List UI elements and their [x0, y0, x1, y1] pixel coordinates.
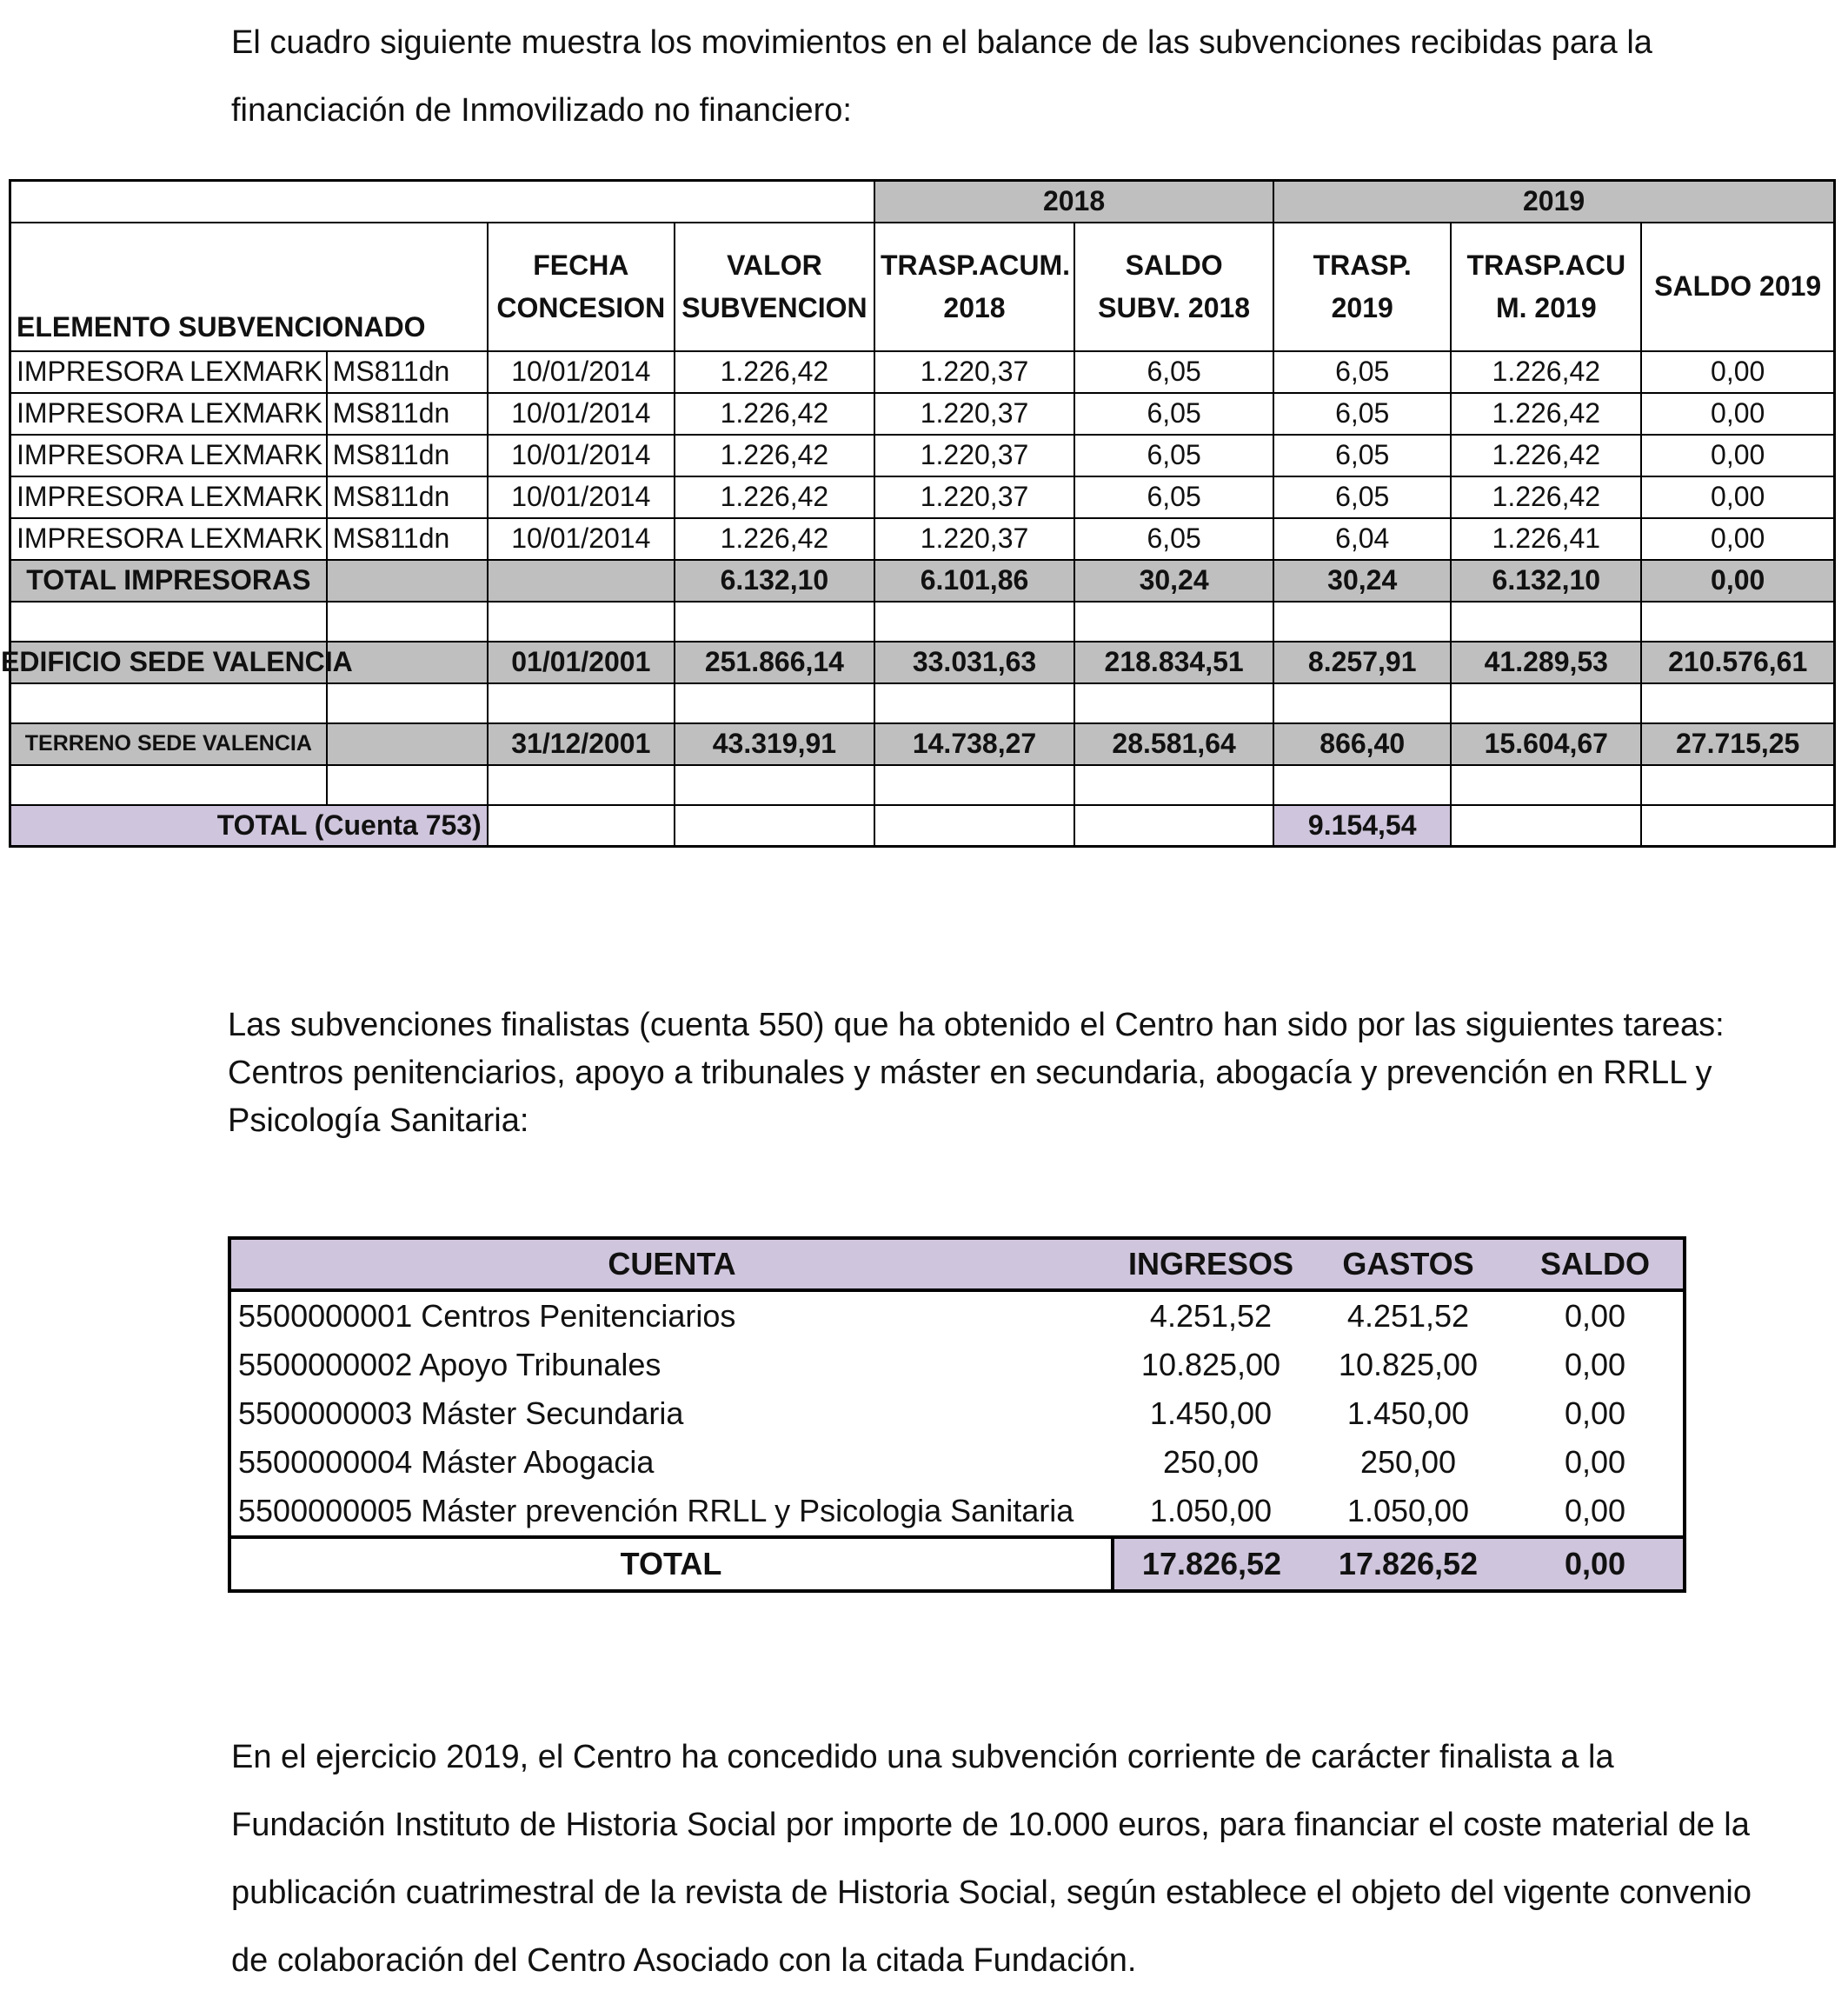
- ingresos-cell: 250,00: [1162, 1444, 1260, 1480]
- saldo-2019-cell: 0,00: [1641, 435, 1834, 476]
- cuenta-cell: 5500000001 Centros Penitenciarios: [238, 1298, 736, 1334]
- saldo-2018-cell: 30,24: [1074, 560, 1273, 602]
- edificio-row: [10, 642, 1835, 683]
- fecha-cell: 10/01/2014: [488, 351, 675, 393]
- trasp-acum-2018-cell: 14.738,27: [874, 723, 1074, 765]
- saldo-2018-cell: 6,05: [1074, 435, 1273, 476]
- cuenta-cell: 5500000003 Máster Secundaria: [238, 1395, 684, 1431]
- terreno-row: [10, 723, 1835, 765]
- saldo-cell: 0,00: [1564, 1395, 1626, 1431]
- header-gastos: GASTOS: [1309, 1238, 1507, 1290]
- valor-cell: 1.226,42: [675, 435, 874, 476]
- saldo-cell: 0,00: [1564, 1493, 1626, 1528]
- saldo-2019-cell: 0,00: [1641, 351, 1834, 393]
- total-gastos: 17.826,52: [1309, 1537, 1507, 1591]
- modelo-cell: MS811dn: [327, 518, 488, 560]
- saldo-2019-cell: 0,00: [1641, 518, 1834, 560]
- column-header-row: [10, 223, 1835, 351]
- year-header-row: [10, 181, 1835, 223]
- trasp-acum-2019-cell: 15.604,67: [1451, 723, 1641, 765]
- fecha-cell: 01/01/2001: [488, 642, 675, 683]
- table-row: [10, 476, 1835, 518]
- year-2018-header: 2018: [874, 181, 1273, 223]
- trasp-2019-cell: 6,05: [1273, 393, 1451, 435]
- edificio-label: EDIFICIO SEDE VALENCIA: [10, 642, 327, 683]
- blank-cell: [327, 560, 488, 602]
- trasp-2019-cell: 6,05: [1273, 435, 1451, 476]
- gastos-cell: 4.251,52: [1346, 1298, 1470, 1334]
- modelo-cell: MS811dn: [327, 476, 488, 518]
- header-fecha: FECHA CONCESION: [488, 223, 675, 351]
- spacer-row: [10, 683, 1835, 723]
- trasp-acum-2019-cell: 1.226,42: [1451, 435, 1641, 476]
- total-label: TOTAL: [229, 1537, 1113, 1591]
- fecha-cell: 31/12/2001: [488, 723, 675, 765]
- valor-cell: 1.226,42: [675, 518, 874, 560]
- gastos-cell: 1.450,00: [1346, 1395, 1470, 1431]
- trasp-2019-cell: 866,40: [1273, 723, 1451, 765]
- trasp-acum-2019-cell: 1.226,42: [1451, 476, 1641, 518]
- saldo-2019-cell: 0,00: [1641, 476, 1834, 518]
- header-row: [229, 1238, 1685, 1290]
- header-trasp-acum-2018: TRASP.ACUM. 2018: [874, 223, 1074, 351]
- trasp-2019-cell: 8.257,91: [1273, 642, 1451, 683]
- saldo-2019-cell: 0,00: [1641, 560, 1834, 602]
- year-2019-header: 2019: [1273, 181, 1834, 223]
- ingresos-cell: 10.825,00: [1140, 1347, 1281, 1382]
- trasp-acum-2019-cell: 6.132,10: [1451, 560, 1641, 602]
- valor-cell: 1.226,42: [675, 351, 874, 393]
- trasp-2019-cell: 6,04: [1273, 518, 1451, 560]
- trasp-2019-cell: 30,24: [1273, 560, 1451, 602]
- ingresos-cell: 1.050,00: [1149, 1493, 1273, 1528]
- modelo-cell: MS811dn: [327, 393, 488, 435]
- total-cuenta-row: [10, 805, 1835, 847]
- blank-cell: [327, 723, 488, 765]
- header-cuenta: CUENTA: [229, 1238, 1113, 1290]
- trasp-acum-2018-cell: 1.220,37: [874, 476, 1074, 518]
- finalistas-paragraph: Las subvenciones finalistas (cuenta 550) que ha obtenido el Centro han sido por las siguientes tareas: Centros penitenciarios, apoyo a tribunales y máster en secundaria, abogacía y prevención en RRLL y Psicología Sanitaria:: [228, 1007, 1725, 1139]
- saldo-2019-cell: 210.576,61: [1641, 642, 1834, 683]
- trasp-acum-2018-cell: 1.220,37: [874, 435, 1074, 476]
- elemento-cell: IMPRESORA LEXMARK: [10, 351, 327, 393]
- trasp-2019-cell: 6,05: [1273, 476, 1451, 518]
- trasp-acum-2018-cell: 33.031,63: [874, 642, 1074, 683]
- fecha-cell: 10/01/2014: [488, 435, 675, 476]
- gastos-cell: 10.825,00: [1338, 1347, 1479, 1382]
- trasp-acum-2019-cell: 1.226,42: [1451, 351, 1641, 393]
- total-row: [229, 1537, 1685, 1591]
- header-saldo-subv-2018: SALDO SUBV. 2018: [1074, 223, 1273, 351]
- elemento-cell: IMPRESORA LEXMARK: [10, 476, 327, 518]
- blank-cell: [488, 560, 675, 602]
- valor-cell: 1.226,42: [675, 476, 874, 518]
- subvenciones-finalistas-table: [228, 1236, 1686, 1593]
- total-ingresos: 17.826,52: [1113, 1537, 1309, 1591]
- trasp-acum-2018-cell: 1.220,37: [874, 351, 1074, 393]
- total-impresoras-row: [10, 560, 1835, 602]
- subvenciones-inmovilizado-table: [1, 179, 1836, 848]
- valor-cell: 1.226,42: [675, 393, 874, 435]
- total-saldo: 0,00: [1507, 1537, 1685, 1591]
- fecha-cell: 10/01/2014: [488, 476, 675, 518]
- spacer-row: [10, 602, 1835, 642]
- header-trasp-2019: TRASP. 2019: [1273, 223, 1451, 351]
- elemento-cell: IMPRESORA LEXMARK: [10, 435, 327, 476]
- total-impresoras-label: TOTAL IMPRESORAS: [10, 560, 327, 602]
- modelo-cell: MS811dn: [327, 351, 488, 393]
- terreno-label: TERRENO SEDE VALENCIA: [10, 723, 327, 765]
- trasp-acum-2019-cell: 1.226,41: [1451, 518, 1641, 560]
- trasp-acum-2018-cell: 6.101,86: [874, 560, 1074, 602]
- table-row: [10, 518, 1835, 560]
- header-saldo: SALDO: [1507, 1238, 1685, 1290]
- ingresos-cell: 4.251,52: [1149, 1298, 1273, 1334]
- saldo-2018-cell: 6,05: [1074, 393, 1273, 435]
- fecha-cell: 10/01/2014: [488, 518, 675, 560]
- cuenta-cell: 5500000004 Máster Abogacia: [238, 1444, 655, 1480]
- table-row: [229, 1389, 1685, 1438]
- header-trasp-acum-2019: TRASP.ACU M. 2019: [1451, 223, 1641, 351]
- total-cuenta-value: 9.154,54: [1273, 805, 1451, 847]
- saldo-cell: 0,00: [1564, 1347, 1626, 1382]
- saldo-2019-cell: 0,00: [1641, 393, 1834, 435]
- saldo-2019-cell: 27.715,25: [1641, 723, 1834, 765]
- ingresos-cell: 1.450,00: [1149, 1395, 1273, 1431]
- saldo-2018-cell: 218.834,51: [1074, 642, 1273, 683]
- table-row: [10, 351, 1835, 393]
- saldo-2018-cell: 6,05: [1074, 351, 1273, 393]
- modelo-cell: MS811dn: [327, 435, 488, 476]
- valor-cell: 6.132,10: [675, 560, 874, 602]
- spacer-row: [10, 765, 1835, 805]
- valor-cell: 251.866,14: [675, 642, 874, 683]
- header-elemento: ELEMENTO SUBVENCIONADO: [10, 223, 488, 351]
- header-ingresos: INGRESOS: [1113, 1238, 1309, 1290]
- table-row: [10, 393, 1835, 435]
- saldo-cell: 0,00: [1564, 1298, 1626, 1334]
- cuenta-cell: 5500000002 Apoyo Tribunales: [238, 1347, 661, 1382]
- table-row: [229, 1341, 1685, 1389]
- blank-cell: [10, 181, 874, 223]
- fecha-cell: 10/01/2014: [488, 393, 675, 435]
- trasp-acum-2019-cell: 41.289,53: [1451, 642, 1641, 683]
- elemento-cell: IMPRESORA LEXMARK: [10, 393, 327, 435]
- table-row: [10, 435, 1835, 476]
- trasp-acum-2019-cell: 1.226,42: [1451, 393, 1641, 435]
- saldo-2018-cell: 6,05: [1074, 476, 1273, 518]
- header-saldo-2019: SALDO 2019: [1641, 223, 1834, 351]
- intro-paragraph: El cuadro siguiente muestra los movimientos en el balance de las subvenciones recibidas para la financiación de Inmovilizado no financiero:: [231, 24, 1652, 129]
- table-row: [229, 1438, 1685, 1487]
- gastos-cell: 250,00: [1359, 1444, 1457, 1480]
- total-cuenta-label: TOTAL (Cuenta 753): [10, 805, 488, 847]
- saldo-2018-cell: 28.581,64: [1074, 723, 1273, 765]
- header-valor: VALOR SUBVENCION: [675, 223, 874, 351]
- saldo-cell: 0,00: [1564, 1444, 1626, 1480]
- closing-paragraph: En el ejercicio 2019, el Centro ha concedido una subvención corriente de carácter finalista a la Fundación Instituto de Historia Social por importe de 10.000 euros, para financiar el coste material de la publicación cuatrimestral de la revista de Historia Social, según establece el objeto del vigente convenio de colaboración del Centro Asociado con la citada Fundación.: [231, 1739, 1752, 1979]
- trasp-acum-2018-cell: 1.220,37: [874, 518, 1074, 560]
- elemento-cell: IMPRESORA LEXMARK: [10, 518, 327, 560]
- table-row: [229, 1290, 1685, 1341]
- valor-cell: 43.319,91: [675, 723, 874, 765]
- cuenta-cell: 5500000005 Máster prevención RRLL y Psicologia Sanitaria: [238, 1493, 1074, 1528]
- trasp-2019-cell: 6,05: [1273, 351, 1451, 393]
- table-row: [229, 1487, 1685, 1537]
- trasp-acum-2018-cell: 1.220,37: [874, 393, 1074, 435]
- gastos-cell: 1.050,00: [1346, 1493, 1470, 1528]
- saldo-2018-cell: 6,05: [1074, 518, 1273, 560]
